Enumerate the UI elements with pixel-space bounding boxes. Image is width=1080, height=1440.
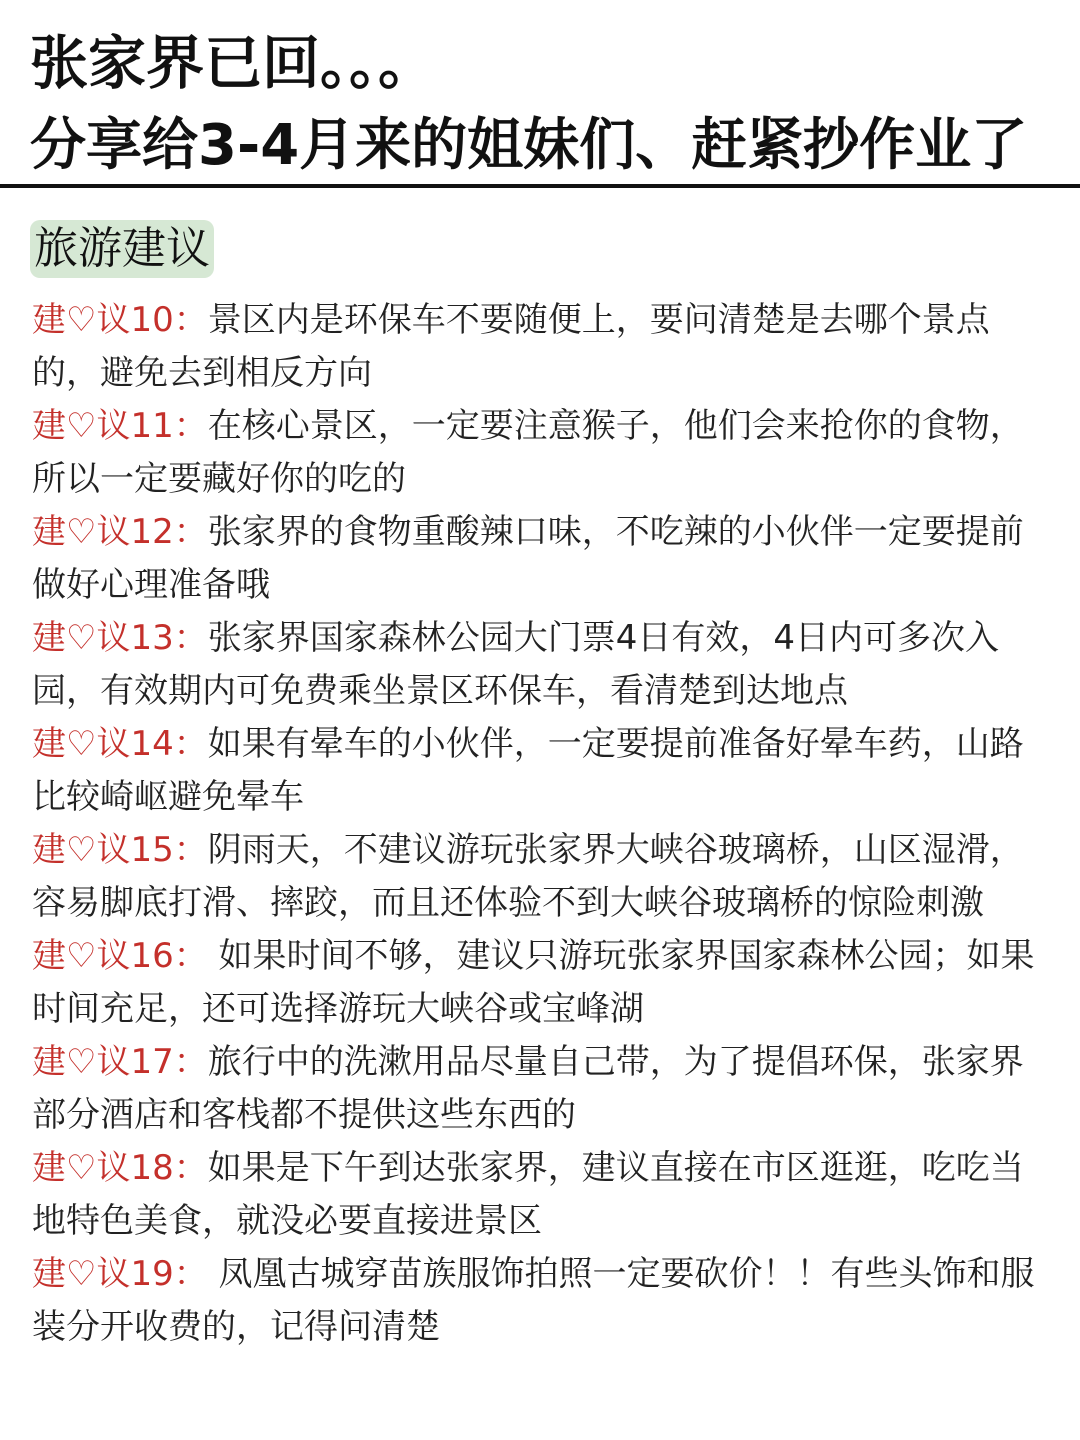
tip-text: 如果有晕车的小伙伴，一定要提前准备好晕车药，山路比较崎岖避免晕车 [32,724,1024,817]
tip-label: 建♡议14： [32,724,208,764]
page-title-line-1: 张家界已回。。。 [30,29,437,97]
tip-item [32,294,1052,400]
tip-text: 在核心景区，一定要注意猴子，他们会来抢你的食物，所以一定要藏好你的吃的 [32,406,1024,499]
tip-label: 建♡议19： [32,1254,208,1294]
tip-text: 张家界国家森林公园大门票4日有效，4日内可多次入园，有效期内可免费乘坐景区环保车，看清楚到达地点 [32,618,1000,711]
tip-label: 建♡议18： [32,1148,208,1188]
page-title-line-2: 分享给3-4月来的姐妹们、赶紧抄作业了 [30,113,1028,178]
tip-label: 建♡议12： [32,512,208,552]
section-tag: 旅游建议 [30,220,214,278]
tip-item [32,506,1052,612]
header [0,0,1080,190]
tip-item [32,1036,1052,1142]
tip-label: 建♡议16： [32,936,208,976]
tip-label: 建♡议10： [32,300,208,340]
tip-text: 如果是下午到达张家界，建议直接在市区逛逛，吃吃当地特色美食，就没必要直接进景区 [32,1148,1024,1241]
tip-text: 凤凰古城穿苗族服饰拍照一定要砍价！！有些头饰和服装分开收费的，记得问清楚 [32,1254,1035,1347]
tip-item [32,1248,1052,1354]
tip-label: 建♡议17： [32,1042,208,1082]
tip-label: 建♡议13： [32,618,208,658]
tip-item [32,930,1052,1036]
tip-item [32,400,1052,506]
tip-text: 旅行中的洗漱用品尽量自己带，为了提倡环保，张家界部分酒店和客栈都不提供这些东西的 [32,1042,1024,1135]
tip-text: 阴雨天，不建议游玩张家界大峡谷玻璃桥，山区湿滑，容易脚底打滑、摔跤，而且还体验不到大峡谷玻璃桥的惊险刺激 [32,830,1024,923]
tip-text: 景区内是环保车不要随便上，要问清楚是去哪个景点的，避免去到相反方向 [32,300,990,393]
tip-label: 建♡议15： [32,830,208,870]
tip-label: 建♡议11： [32,406,208,446]
tip-item [32,718,1052,824]
tip-item [32,1142,1052,1248]
tip-item [32,824,1052,930]
header-divider [0,184,1080,188]
tips-list [32,294,1052,1354]
tip-text: 如果时间不够，建议只游玩张家界国家森林公园；如果时间充足，还可选择游玩大峡谷或宝峰湖 [32,936,1035,1029]
tip-text: 张家界的食物重酸辣口味，不吃辣的小伙伴一定要提前做好心理准备哦 [32,512,1024,605]
tip-item [32,612,1052,718]
